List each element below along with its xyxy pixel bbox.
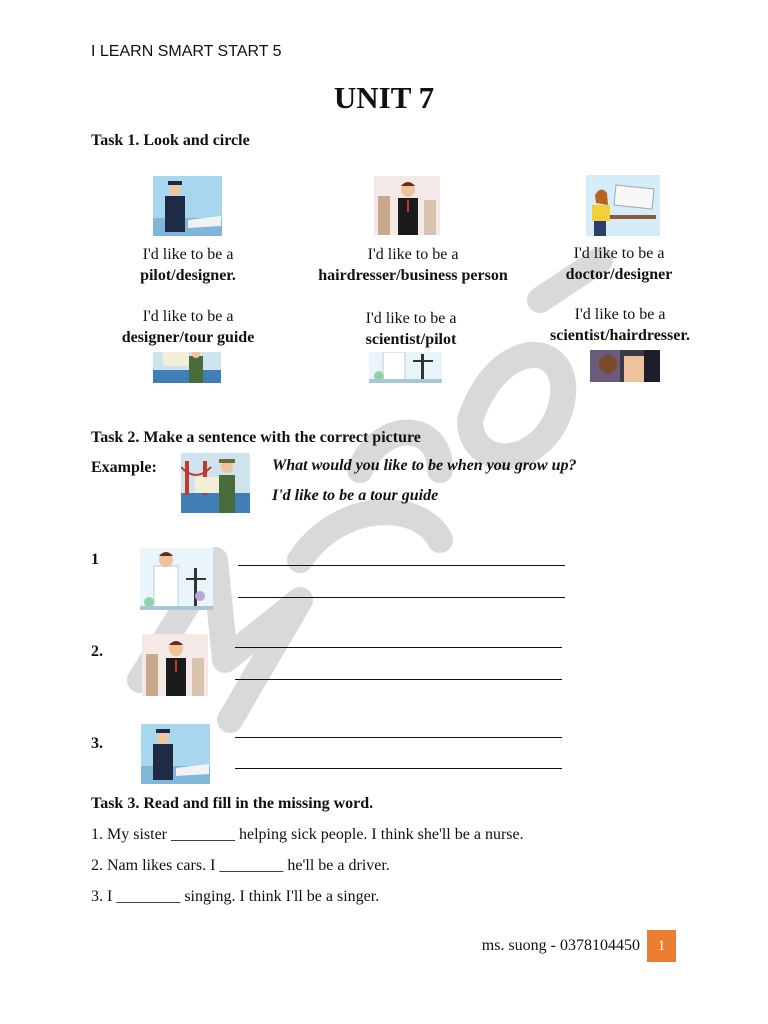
task3-heading: Task 3. Read and fill in the missing word. xyxy=(91,795,374,812)
task3-sentence-2: 2. Nam likes cars. I ________ he'll be a driver. xyxy=(91,857,390,874)
pilot-icon xyxy=(141,724,210,784)
task1-heading: Task 1. Look and circle xyxy=(91,132,250,149)
unit-title: UNIT 7 xyxy=(333,80,435,115)
task1-item1-line1: I'd like to be a xyxy=(142,246,234,263)
task1-item5-options[interactable]: scientist/pilot xyxy=(365,331,457,348)
task1-item4-options[interactable]: designer/tour guide xyxy=(121,329,255,346)
hairdresser-icon xyxy=(590,350,660,382)
task1-item5-line1: I'd like to be a xyxy=(365,310,457,327)
task1-item1-options[interactable]: pilot/designer. xyxy=(140,267,236,284)
tour-guide-icon xyxy=(153,352,221,383)
answer-line[interactable] xyxy=(238,565,565,566)
answer-line[interactable] xyxy=(235,737,562,738)
book-title: I LEARN SMART START 5 xyxy=(91,43,282,60)
answer-line[interactable] xyxy=(235,768,562,769)
task1-item6-line1: I'd like to be a xyxy=(574,306,666,323)
scientist-icon xyxy=(140,548,213,610)
page-number-badge: 1 xyxy=(647,930,676,962)
designer-icon xyxy=(586,175,660,236)
answer-line[interactable] xyxy=(235,679,562,680)
scientist-icon xyxy=(369,352,442,383)
example-question: What would you like to be when you grow up? xyxy=(272,457,577,474)
task2-item1-number: 1 xyxy=(91,551,99,568)
task2-heading: Task 2. Make a sentence with the correct picture xyxy=(91,429,421,446)
task1-item6-options[interactable]: scientist/hairdresser. xyxy=(550,327,690,344)
task1-item2-line1: I'd like to be a xyxy=(367,246,459,263)
task2-item2-number: 2. xyxy=(91,643,103,660)
task3-sentence-1: 1. My sister ________ helping sick people. I think she'll be a nurse. xyxy=(91,826,524,843)
answer-line[interactable] xyxy=(235,647,562,648)
task1-item3-line1: I'd like to be a xyxy=(573,245,665,262)
business-person-icon xyxy=(142,634,208,696)
task3-sentence-3: 3. I ________ singing. I think I'll be a singer. xyxy=(91,888,380,905)
answer-line[interactable] xyxy=(238,597,565,598)
task2-item3-number: 3. xyxy=(91,735,103,752)
example-label: Example: xyxy=(91,459,157,476)
task1-item2-options[interactable]: hairdresser/business person xyxy=(318,267,508,284)
task1-item4-line1: I'd like to be a xyxy=(142,308,234,325)
footer-author: ms. suong - 0378104450 xyxy=(481,937,640,954)
task1-item3-options[interactable]: doctor/designer xyxy=(565,266,673,283)
business-person-icon xyxy=(374,176,440,235)
pilot-icon xyxy=(153,176,222,236)
example-answer: I'd like to be a tour guide xyxy=(272,487,439,504)
tour-guide-icon xyxy=(181,453,250,513)
